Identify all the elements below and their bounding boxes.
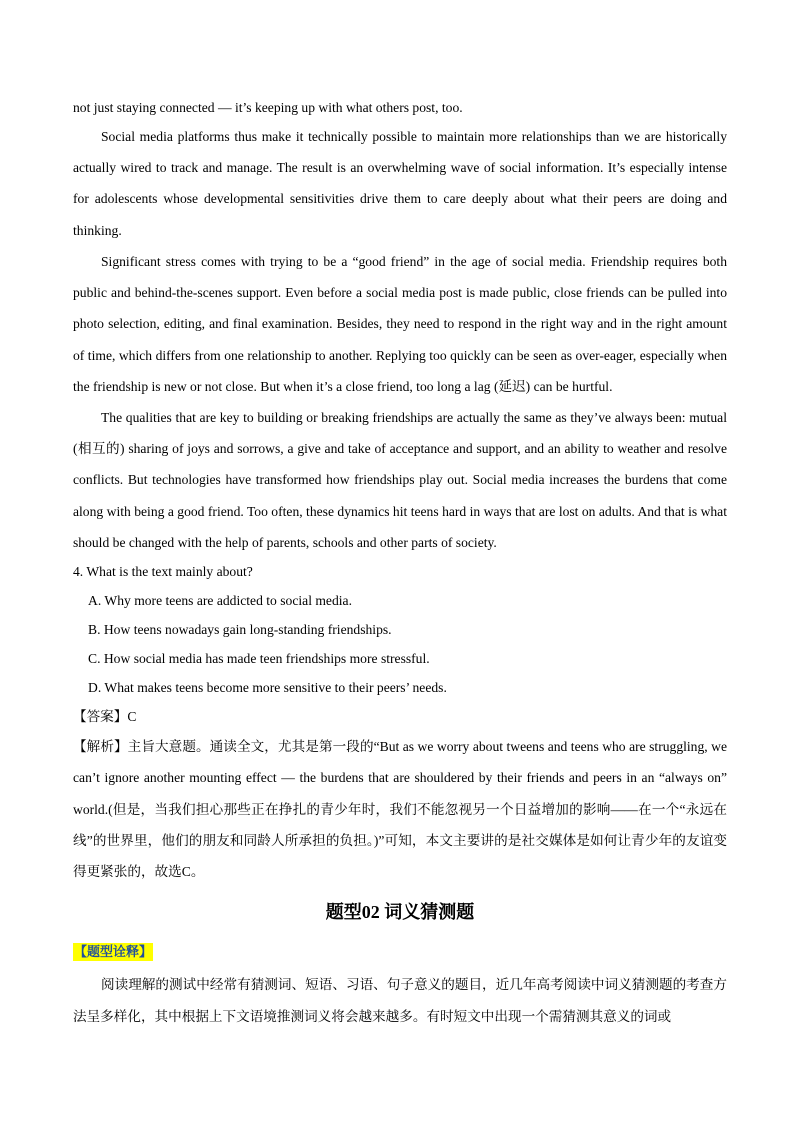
analysis-paragraph: 【解析】主旨大意题。通读全文，尤其是第一段的“But as we worry about tweens and teens who are struggling, we can’t ignore another mounting effect — the burdens that are shouldered by their friends and peers in an “always on” world.(但是，当我们担心那些正在挣扎的青少年时，我们不能忽视另一个日益增加的影响——在一个“永远在线”的世界里，他们的朋友和同龄人所承担的负担。)”可知，本文主要讲的是社交媒体是如何让青少年的友谊变得更紧张的，故选C。 xyxy=(73,739,727,880)
option-b: B. How teens nowadays gain long-standing friendships. xyxy=(88,622,392,637)
question-stem: 4. What is the text mainly about? xyxy=(73,564,253,579)
option-d: D. What makes teens become more sensitive to their peers’ needs. xyxy=(88,680,447,695)
section-title: 题型02 词义猜测题 xyxy=(325,902,475,922)
section-intro: 阅读理解的测试中经常有猜测词、短语、习语、句子意义的题目，近几年高考阅读中词义猜测题的考查方法呈多样化，其中根据上下文语境推测词义将会越来越多。有时短文中出现一个需猜测其意义的词或 xyxy=(73,977,727,1024)
option-a: A. Why more teens are addicted to social media. xyxy=(88,593,352,608)
section-tag: 【题型诠释】 xyxy=(74,944,153,959)
answer-line: 【答案】C xyxy=(73,709,137,724)
paragraph-continuation: not just staying connected — it’s keeping up with what others post, too. xyxy=(73,100,463,115)
paragraph-social-media-platforms: Social media platforms thus make it technically possible to maintain more relationships than we are historically actually wired to track and manage. The result is an overwhelming wave of social information. It’s especially intense for adolescents whose developmental sensitivities drive them to care deeply about what their peers are doing and thinking. xyxy=(73,129,727,238)
option-c: C. How social media has made teen friendships more stressful. xyxy=(88,651,430,666)
paragraph-good-friend-stress: Significant stress comes with trying to be a “good friend” in the age of social media. Friendship requires both public and behind-the-scenes support. Even before a social media post is made public, close friends can be pulled into photo selection, editing, and final examination. Besides, they need to respond in the right way and in the right amount of time, which differs from one relationship to another. Replying too quickly can be seen as over-eager, especially when the friendship is new or not close. But when it’s a close friend, too long a lag (延迟) can be hurtful. xyxy=(73,254,727,394)
paragraph-friendship-qualities: The qualities that are key to building or breaking friendships are actually the same as they’ve always been: mutual (相互的) sharing of joys and sorrows, a give and take of acceptance and support, and an ability to weather and resolve conflicts. But technologies have transformed how friendships play out. Social media increases the burdens that come along with being a good friend. Too often, these dynamics hit teens hard in ways that are lost on adults. And that is what should be changed with the help of parents, schools and other parts of society. xyxy=(73,410,727,550)
